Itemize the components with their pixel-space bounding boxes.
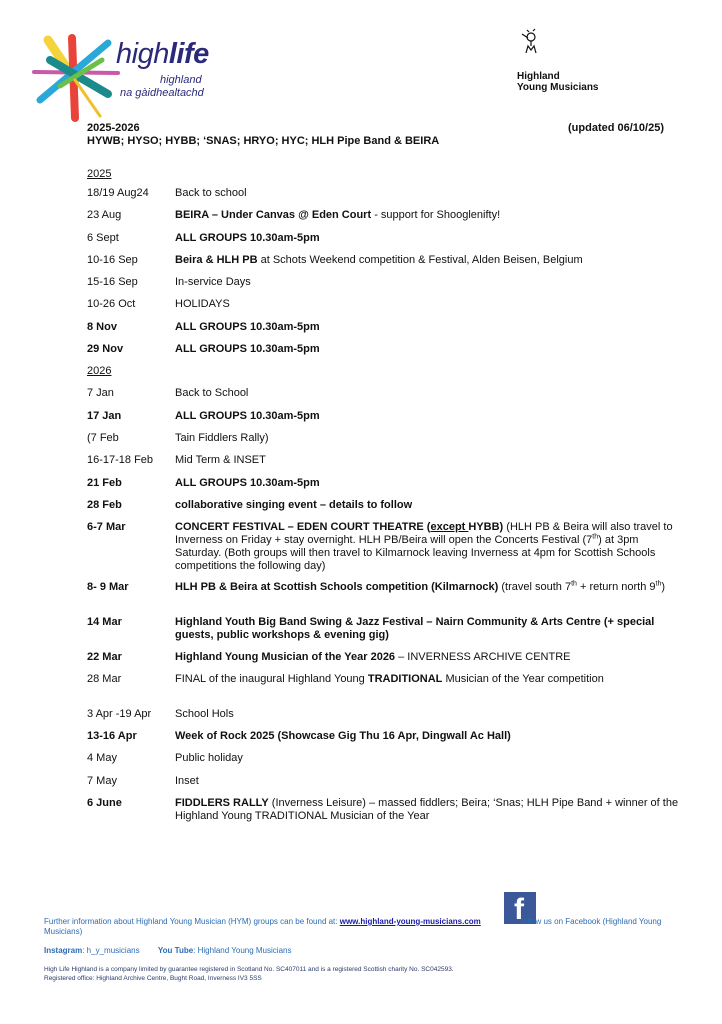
event-text	[175, 581, 685, 594]
event-date: 13-16 Apr	[87, 730, 137, 742]
footer-info	[44, 917, 674, 937]
website-link[interactable]: www.highland-young-musicians.com	[339, 917, 481, 926]
event-text: ALL GROUPS 10.30am-5pm	[175, 321, 320, 333]
hym-line1: Highland	[517, 71, 560, 82]
event-text: Tain Fiddlers Rally)	[175, 432, 269, 444]
superscript: th	[571, 580, 577, 588]
instagram-handle: : h_y_musicians	[82, 946, 140, 955]
event-text-rest: ) at 3pm Saturday. (Both groups will then travel to Kilmarnock leaving Inverness at 4pm for Scottish Schools competitions the following day)	[175, 534, 656, 572]
footer-info-text: Further information about Highland Young Musician (HYM) groups can be found at:	[44, 917, 340, 926]
event-date: 17 Jan	[87, 410, 122, 422]
event-text: Week of Rock 2025 (Showcase Gig Thu 16 Apr, Dingwall Ac Hall)	[175, 730, 511, 742]
event-text: ALL GROUPS 10.30am-5pm	[175, 343, 320, 355]
event-date: 8 Nov	[87, 321, 117, 333]
event-date: 10-26 Oct	[87, 298, 136, 310]
event-date: 8- 9 Mar	[87, 581, 129, 593]
event-text-rest: (Inverness Leisure) – massed fiddlers; Beira; ‘Snas; HLH Pipe Band + winner of the Highland Young TRADITIONAL Musician of the Year	[175, 797, 679, 822]
superscript: th	[592, 533, 599, 541]
event-date: 7 May	[87, 775, 117, 787]
event-date: 14 Mar	[87, 616, 122, 628]
header-years: 2025-2026	[87, 122, 140, 134]
event-text: Mid Term & INSET	[175, 454, 266, 466]
starburst-icon	[30, 28, 120, 128]
event-text-bold: BEIRA – Under Canvas @ Eden Court	[175, 209, 372, 221]
event-text: collaborative singing event – details to follow	[175, 499, 413, 511]
event-text: In-service Days	[175, 276, 251, 288]
event-date: 28 Feb	[87, 499, 122, 511]
event-text: ALL GROUPS 10.30am-5pm	[175, 477, 320, 489]
highlife-sub-highland: highland	[160, 74, 202, 86]
event-text-rest: + return north 9	[576, 581, 656, 593]
event-text: HOLIDAYS	[175, 298, 230, 310]
event-date: 28 Mar	[87, 673, 122, 685]
event-text-underlined: except	[430, 521, 469, 533]
legal-line-1: High Life Highland is a company limited by guarantee registered in Scotland No. SC407011 and is a registered Scottish charity No. SC042593.	[44, 966, 454, 973]
event-text: ALL GROUPS 10.30am-5pm	[175, 232, 320, 244]
header-groups: HYWB; HYSO; HYBB; ‘SNAS; HRYO; HYC; HLH Pipe Band & BEIRA	[87, 135, 440, 147]
event-text-rest: )	[661, 581, 666, 593]
highlife-logo	[30, 28, 230, 128]
event-date: 22 Mar	[87, 651, 122, 663]
event-text: ALL GROUPS 10.30am-5pm	[175, 410, 320, 422]
event-text: Public holiday	[175, 752, 243, 764]
youtube-handle: : Highland Young Musicians	[193, 946, 292, 955]
hym-logo-text	[517, 71, 599, 93]
event-text-rest: – INVERNESS ARCHIVE CENTRE	[395, 651, 571, 663]
event-text-bold: FIDDLERS RALLY	[175, 797, 269, 809]
event-text: Inset	[175, 775, 199, 787]
legal-line-2: Registered office: Highland Archive Centre, Bught Road, Inverness IV3 5SS	[44, 975, 262, 982]
event-text-rest: at Schots Weekend competition & Festival, Alden Beisen, Belgium	[257, 254, 583, 266]
event-text-bold: TRADITIONAL	[367, 673, 443, 685]
section-2025: 2025	[87, 168, 112, 180]
event-date: 18/19 Aug24	[87, 187, 149, 199]
event-text-bold: HLH PB & Beira at Scottish Schools competition (Kilmarnock)	[175, 581, 499, 593]
event-text	[175, 673, 685, 686]
event-date: 6 Sept	[87, 232, 119, 244]
highlife-sub-gaelic: na gàidhealtachd	[120, 87, 204, 99]
event-text-rest: (travel south 7	[498, 581, 572, 593]
section-2026: 2026	[87, 365, 112, 377]
event-text-pre: FINAL of the inaugural Highland Young	[175, 673, 368, 685]
event-date: 4 May	[87, 752, 117, 764]
event-date: 10-16 Sep	[87, 254, 138, 266]
event-text	[175, 797, 685, 823]
superscript: th	[655, 580, 662, 588]
event-text-bold: Beira & HLH PB	[175, 254, 258, 266]
event-text-rest: - support for Shooglenifty!	[371, 209, 501, 221]
wordmark-high: high	[116, 38, 169, 70]
event-date: 15-16 Sep	[87, 276, 138, 288]
event-text	[175, 209, 685, 222]
event-date: 21 Feb	[87, 477, 122, 489]
event-date: 23 Aug	[87, 209, 122, 221]
event-text-rest: Musician of the Year competition	[442, 673, 604, 685]
facebook-glyph: f	[514, 893, 524, 926]
event-date: (7 Feb	[87, 432, 119, 444]
event-date: 16-17-18 Feb	[87, 454, 154, 466]
event-text	[175, 651, 685, 664]
musician-figure-icon	[518, 28, 542, 54]
updated-date: (updated 06/10/25)	[568, 122, 664, 134]
footer-social	[44, 946, 291, 956]
event-text-rest: (HLH PB & Beira will also travel to Inverness on Friday + stay overnight. HLH PB/Beira will open the Concerts Festival (7	[175, 521, 673, 546]
youtube-label: You Tube	[157, 946, 194, 955]
event-text	[175, 521, 685, 573]
event-text-bold: Highland Young Musician of the Year 2026	[175, 651, 396, 663]
legal-notice	[44, 965, 454, 983]
wordmark-life: life	[168, 38, 209, 70]
event-text: Highland Youth Big Band Swing & Jazz Festival – Nairn Community & Arts Centre (+ special guests, public workshops & evening gig)	[175, 616, 655, 641]
event-text: School Hols	[175, 708, 234, 720]
event-date: 6-7 Mar	[87, 521, 126, 533]
facebook-text: follow us on Facebook (Highland Young Musicians)	[44, 917, 662, 936]
hym-line2: Young Musicians	[517, 82, 599, 93]
highlife-wordmark	[116, 38, 209, 71]
event-date: 3 Apr -19 Apr	[87, 708, 152, 720]
event-date: 7 Jan	[87, 387, 114, 399]
event-text-bold: HYBB)	[468, 521, 504, 533]
event-text: Back to school	[175, 187, 247, 199]
document-header	[87, 122, 439, 148]
event-text	[175, 254, 685, 267]
event-text: Back to School	[175, 387, 249, 399]
event-text-bold: CONCERT FESTIVAL – EDEN COURT THEATRE (	[175, 521, 431, 533]
instagram-label: Instagram	[44, 946, 83, 955]
event-date: 6 June	[87, 797, 122, 809]
event-date: 29 Nov	[87, 343, 124, 355]
